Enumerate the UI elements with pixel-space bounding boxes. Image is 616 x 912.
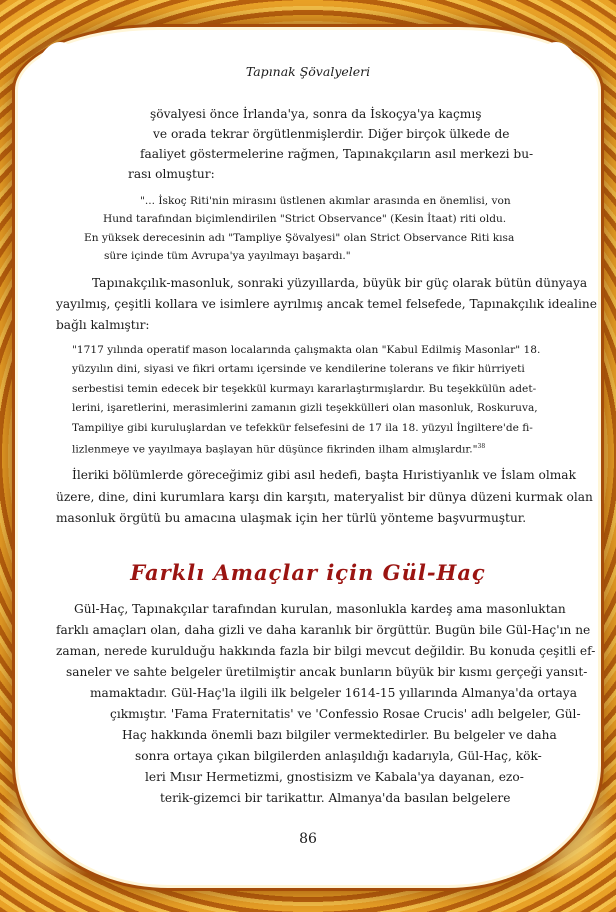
quote-line: "... İskoç Riti'nin mirasını üstlenen akımlar arasında en önemlisi, von — [140, 195, 511, 207]
quote-line — [72, 438, 485, 459]
quote-line: lerini, işaretlerini, merasimlerini zamanın gizli teşekkülleri olan masonluk, Roskuruva, — [72, 402, 538, 414]
text-line: rası olmuştur: — [128, 167, 215, 181]
running-header: Tapınak Şövalyeleri — [245, 64, 371, 79]
text-line: çıkmıştır. 'Fama Fraternitatis' ve 'Confessio Rosae Crucis' adlı belgeler, Gül- — [110, 707, 581, 721]
page-number: 86 — [299, 831, 317, 847]
text-line: bağlı kalmıştır: — [56, 318, 150, 332]
text-line: sonra ortaya çıkan bilgilerden anlaşıldığı kadarıyla, Gül-Haç, kök- — [135, 749, 542, 763]
text-line: terik-gizemci bir tarikattır. Almanya'da basılan belgelere — [160, 791, 511, 805]
text-line: üzere, dine, dini kurumlara karşı din karşıtı, materyalist bir dünya düzeni kurmak olan — [56, 490, 593, 504]
text-line: Gül-Haç, Tapınakçılar tarafından kurulan, masonlukla kardeş ama masonluktan — [74, 602, 566, 616]
text-line: leri Mısır Hermetizmi, gnostisizm ve Kabala'ya dayanan, ezo- — [145, 770, 524, 784]
quote-line: süre içinde tüm Avrupa'ya yayılmayı başardı." — [104, 250, 351, 262]
text-line: İleriki bölümlerde göreceğimiz gibi asıl hedefi, başta Hıristiyanlık ve İslam olmak — [72, 468, 576, 482]
quote-line: yüzyılın dini, siyasi ve fikri ortamı içersinde ve kendilerine tolerans ve fikir hürriyeti — [72, 363, 525, 375]
text-line: Haç hakkında önemli bazı bilgiler vermektedirler. Bu belgeler ve daha — [122, 728, 557, 742]
footnote-ref: 38 — [477, 443, 486, 450]
quote-line: Hund tarafından biçimlendirilen "Strict Observance" (Kesin İtaat) riti oldu. — [103, 213, 507, 225]
text-line: ve orada tekrar örgütlenmişlerdir. Diğer birçok ülkede de — [153, 127, 510, 141]
text-line: faaliyet göstermelerine rağmen, Tapınakçıların asıl merkezi bu- — [140, 147, 534, 161]
quote-line: Tampiliye gibi kuruluşlardan ve tefekkür felsefesini de 17 ila 18. yüzyıl İngiltere'de fi- — [72, 422, 533, 434]
quote-line: "1717 yılında operatif mason localarında çalışmakta olan "Kabul Edilmiş Masonlar" 18. — [72, 344, 541, 356]
quote-line: En yüksek derecesinin adı "Tampliye Şövalyesi" olan Strict Observance Riti kısa — [84, 232, 515, 244]
text-line: farklı amaçları olan, daha gizli ve daha karanlık bir örgüttür. Bugün bile Gül-Haç'ın ne — [56, 623, 591, 637]
quote-line-text: lizlenmeye ve yayılmaya başlayan hür düşünce fikrinden ilham almışlardır." — [72, 443, 478, 456]
text-line: zaman, nerede kurulduğu hakkında fazla bir bilgi mevcut değildir. Bu konuda çeşitli ef- — [56, 644, 596, 658]
text-line: saneler ve sahte belgeler üretilmiştir ancak bunların büyük bir kısmı gerçeği yansıt- — [66, 665, 588, 679]
section-heading: Farklı Amaçlar için Gül-Haç — [130, 560, 486, 585]
text-line: Tapınakçılık-masonluk, sonraki yüzyıllarda, büyük bir güç olarak bütün dünyaya — [92, 276, 588, 290]
text-line: şövalyesi önce İrlanda'ya, sonra da İskoçya'ya kaçmış — [150, 107, 482, 121]
text-line: yayılmış, çeşitli kollara ve isimlere ayrılmış ancak temel felsefede, Tapınakçılık idealine — [56, 297, 597, 311]
quote-line: serbestisi temin edecek bir teşekkül kurmayı kararlaştırmışlardır. Bu teşekkülün adet- — [72, 383, 537, 395]
text-line: mamaktadır. Gül-Haç'la ilgili ilk belgeler 1614-15 yıllarında Almanya'da ortaya — [90, 686, 577, 700]
text-line: masonluk örgütü bu amacına ulaşmak için her türlü yönteme başvurmuştur. — [56, 511, 527, 525]
